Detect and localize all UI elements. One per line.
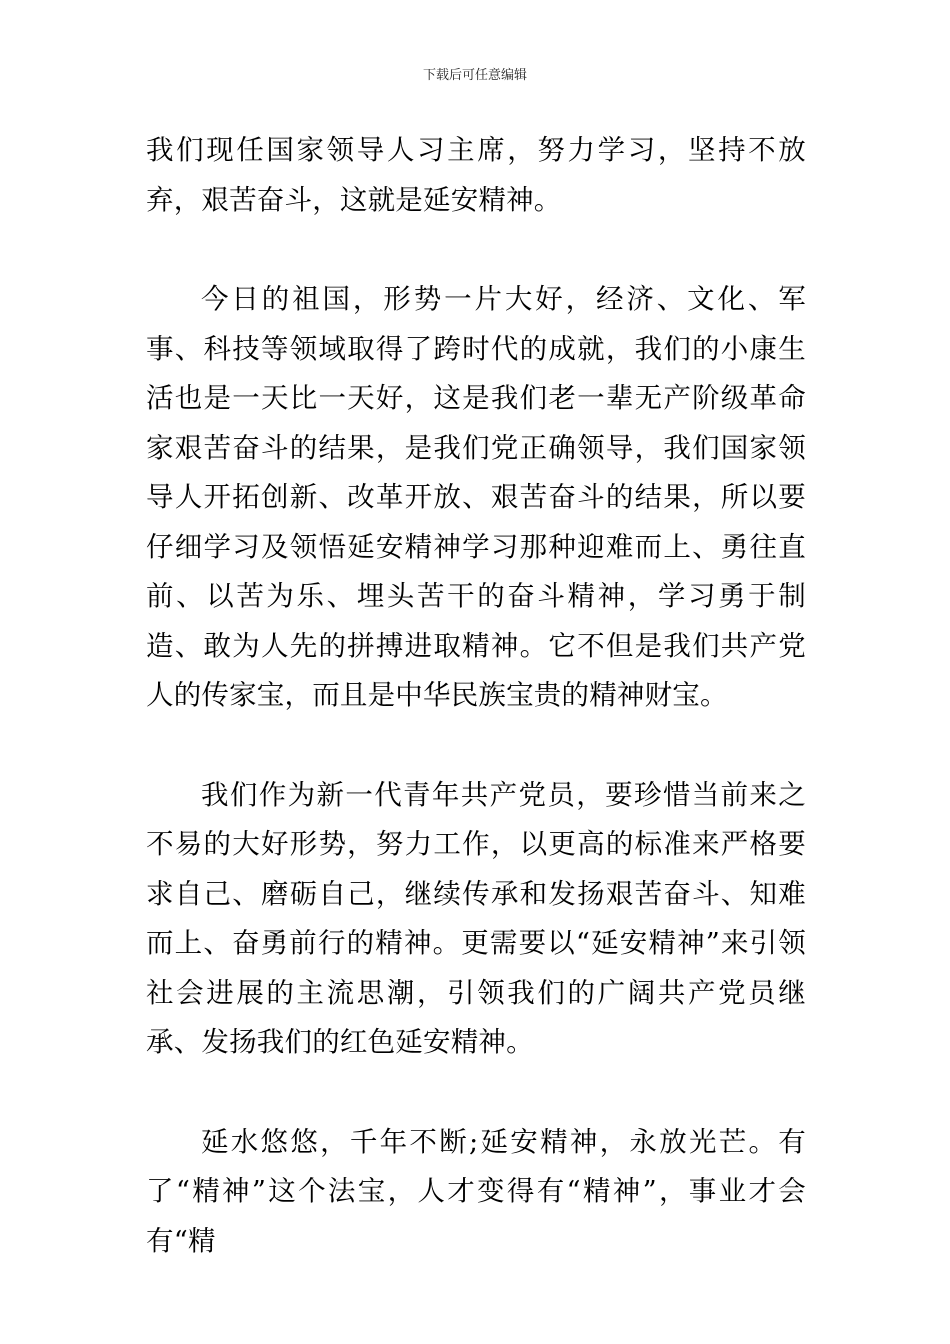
paragraph-3: 我们作为新一代青年共产党员，要珍惜当前来之不易的大好形势，努力工作，以更高的标准来严格要求自己、磨砺自己，继续传承和发扬艰苦奋斗、知难而上、奋勇前行的精神。更需要以“延安精神”来引领社会进展的主流思潮，引领我们的广阔共产党员继承、发扬我们的红色延安精神。 [146, 778, 806, 1058]
paragraph-2: 今日的祖国，形势一片大好，经济、文化、军事、科技等领域取得了跨时代的成就，我们的小康生活也是一天比一天好，这是我们老一辈无产阶级革命家艰苦奋斗的结果，是我们党正确领导，我们国家领导人开拓创新、改革开放、艰苦奋斗的结果，所以要仔细学习及领悟延安精神学习那种迎难而上、勇往直前、以苦为乐、埋头苦干的奋斗精神，学习勇于制造、敢为人先的拼搏进取精神。它不但是我们共产党人的传家宝，而且是中华民族宝贵的精神财宝。 [146, 283, 806, 711]
page-header: 下载后可任意编辑 [422, 68, 527, 83]
paragraph-4: 延水悠悠，千年不断;延安精神，永放光芒。有了“精神”这个法宝，人才变得有“精神”，事业才会有“精 [146, 1125, 806, 1257]
paragraph-1: 我们现任国家领导人习主席，努力学习，坚持不放弃，艰苦奋斗，这就是延安精神。 [146, 134, 806, 216]
document-body [146, 126, 806, 1316]
